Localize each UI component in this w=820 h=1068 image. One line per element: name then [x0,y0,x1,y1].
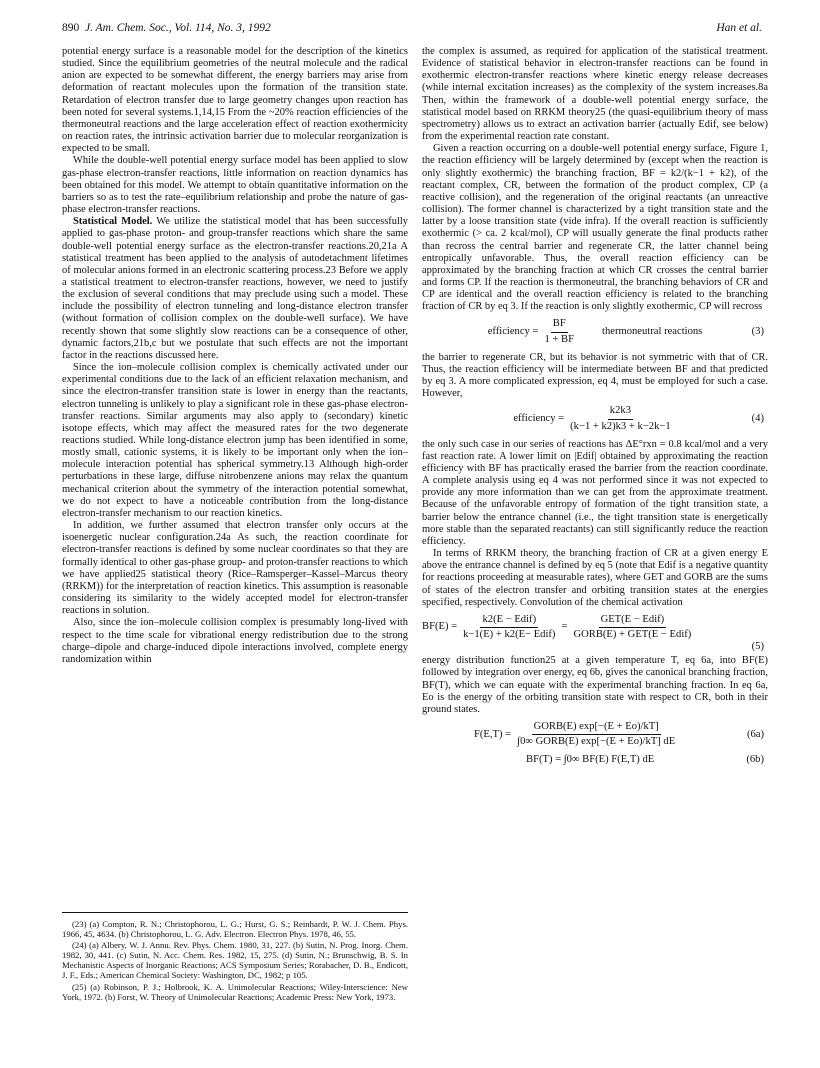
left-column [62,46,408,666]
paragraph: the only such case in our series of reactions has ΔE°rxn = 0.8 kcal/mol and a very fast reaction rate. A lower limit on |Edif| obtained by approximating the reaction efficiency with BF has practically erased the barrier from the reaction coordinate. A complete analysis using eq 4 was not performed since it was not expected to provide any more information than we can get from the approximate treatment. Because of the unfavorable entropy of formation of the tight transition state, a barrier below the entrance channel (i.e., the tight transition state is energetically more stable than the separated reactants) can still significantly reduce the reaction efficiency. [422,438,768,547]
eq4-label: (4) [751,412,764,424]
equation-6a [422,721,768,748]
paragraph: the complex is assumed, as required for application of the statistical treatment. Evidence of statistical behavior in electron-transfer reactions can be found in exothermic electron-transfer reactions where kinetic energy release decreases (while internal excitation increases) as the complexity of the system increases.8a Then, within the framework of a double-well potential energy surface, the statistical model based on RRKM theory25 (the quasi-equilibrium theory of mass spectrometry) allows us to extract an activation barrier (actually Edif, see below) from the experimental reaction rate constant. [422,46,768,143]
reference-24: (24) (a) Albery, W. J. Annu. Rev. Phys. Chem. 1980, 31, 227. (b) Sutin, N. Prog. Inorg. Chem. 1982, 30, 441. (c) Sutin, N. Acc. Chem. Res. 1982, 15, 275. (d) Sutin, N.; Brunschwig, B. S. In Mechanistic Aspects of Inorganic Reactions; ACS Symposium Series; Rorabacher, D. B., Endicott, J. F., Eds.; American Chemical Society: Washington, DC, 1982; p 105. [62,940,408,981]
eq5-denominator-2: GORB(E) + GET(E − Edif) [573,629,692,641]
eq3-fraction [542,318,576,345]
eq5-lhs: BF(E) = [422,621,458,633]
paragraph-statistical-model [62,216,408,362]
running-header [62,22,762,38]
paragraph: In terms of RRKM theory, the branching fraction of CR at a given energy E above the entrance channel is defined by eq 5 (note that Edif is a negative quantity for reactions proceeding at measurable rates), where GET and GORB are the sums of states of the electron transfer and orbiting transition states at the energies specified, respectively. Convolution of the chemical activation [422,548,768,608]
eq5-denominator-1: k−1(E) + k2(E− Edif) [463,629,556,641]
equation-3 [422,318,768,345]
eq6b-label: (6b) [746,754,764,766]
eq6b-expression: BF(T) = ∫0∞ BF(E) F(E,T) dE [526,754,655,766]
paragraph-text: We utilize the statistical model that has been successfully applied to gas-phase proton- and group-transfer reactions which share the same double-well potential energy surface as the electron-transfer reactions.20,21a A statistical treatment has been applied to the analysis of autodetachment lifetimes of molecular anions formed in an electronic scattering process.23 Before we apply a statistical treatment to electron-transfer reactions, however, we need to justify the exclusion of several conditions that may preclude using such a model. These include the possibility of electron tunneling and long-distance electron transfer (without formation of collision complex on the double-well surface). We have recently shown that some slightly slow reactions can be a consequence of other, dynamic factors,21b,c but we postulate that such effects are not the important factor in the reactions discussed here. [62,216,408,361]
eq3-lhs: efficiency = [487,326,539,338]
eq5-fraction-2 [571,614,693,641]
eq3-label: (3) [751,326,764,338]
reference-23: (23) (a) Compton, R. N.; Christophorou, L. G.; Hurst, G. S.; Reinhardt, P. W. J. Chem. Phys. 1966, 45, 4634. (b) Christophorou, L. G. Adv. Electron. Electron Phys. 1978, 46, 55. [62,919,408,940]
eq6a-label: (6a) [746,728,764,740]
eq6a-fraction [515,721,677,748]
eq5-equals: = [561,621,568,633]
paragraph: energy distribution function25 at a given temperature T, eq 6a, into BF(E) followed by integration over energy, eq 6b, gives the canonical branching fraction, BF(T), which we can equate with the experimental branching fraction. In eq 6a, Eo is the energy of the orbiting transition state with respect to CR, both in their ground states. [422,655,768,715]
paragraph: Since the ion–molecule collision complex is chemically activated under our experimental conditions due to the lack of an efficient relaxation mechanism, and since the electron-transfer transition state is lower in energy than the reactants, electron tunneling is unlikely to play a significant role in these gas-phase electron-transfer reactions. Similar arguments may also apply to (secondary) kinetic isotope effects, which may affect the measured rates for the two degenerate reactions studied. While long-distance electron jump has been identified in some, mostly small, cationic systems, it is likely to be important only when the ion–molecule interaction potential has spherical symmetry.13 Although high-order perturbations in these large, diffuse nitrobenzene anions may relax the quantum mechanical criterion about the symmetry of the interaction potential somewhat, we do not expect to have a noticeable contribution from the long-distance electron-transfer mechanism to our reaction kinetics. [62,362,408,519]
running-author: Han et al. [716,22,762,34]
eq5-numerator-1: k2(E − Edif) [480,614,538,628]
equation-4 [422,405,768,432]
reference-25: (25) (a) Robinson, P. J.; Holbrook, K. A. Unimolecular Reactions; Wiley-Interscience: New York, 1972. (b) Forst, W. Theory of Unimolecular Reactions; Academic Press: New York, 1973. [62,981,408,1002]
right-column [422,46,768,772]
eq6a-lhs: F(E,T) = [474,728,512,740]
eq5-numerator-2: GET(E − Edif) [599,614,667,628]
eq4-lhs: efficiency = [513,412,565,424]
equation-5 [422,613,768,653]
section-heading: Statistical Model. [73,216,153,228]
eq4-fraction [568,405,673,432]
eq5-label: (5) [751,641,764,653]
eq3-numerator: BF [551,318,568,332]
eq3-denominator: 1 + BF [544,333,574,345]
paragraph: Also, since the ion–molecule collision complex is presumably long-lived with respect to the time scale for vibrational energy redistribution due to the strong charge–dipole and charge-induced dipole interactions involved, complete energy randomization within [62,617,408,665]
eq3-note: thermoneutral reactions [602,326,703,338]
paragraph: Given a reaction occurring on a double-well potential energy surface, Figure 1, the reaction efficiency will be largely determined by (except when the reaction is only slightly exothermic) the branching fraction, BF = k2/(k−1 + k2), of the reactant complex, CR, between the formation of the product complex, CP (a reactive collision), and the regeneration of the original reactants (an unreactive collision). The former channel is characterized by a tight transition state and the latter by a loose transition state (vide infra). If the overall reaction is sufficiently exothermic (> ca. 2 kcal/mol), CP will usually generate the final products rather than recross the central barrier and regenerate CR, the latter channel being entropically unfavorable. Thus, the overall reaction efficiency can be approximated by the branching fraction at which CR crosses the central barrier and forms CP. If the reaction is thermoneutral, the branching behaviors of CR and CP are identical and the overall reaction efficiency is related to the branching fraction of CR by eq 3. If the reaction is only slightly exothermic, CP will recross [422,143,768,313]
eq4-numerator: k2k3 [608,405,633,419]
eq6a-numerator: GORB(E) exp[−(E + Eo)/kT] [532,721,661,735]
header-left [62,22,271,34]
page-number: 890 [62,22,80,34]
paragraph: the barrier to regenerate CR, but its behavior is not symmetric with that of CR. Thus, the reaction efficiency will be intermediate between BF and that predicted by eq 3. A more complicated expression, eq 4, must be employed for such a case. However, [422,351,768,400]
journal-citation: J. Am. Chem. Soc., Vol. 114, No. 3, 1992 [85,22,271,34]
equation-6b [422,754,768,766]
eq6a-denominator: ∫0∞ GORB(E) exp[−(E + Eo)/kT] dE [517,736,676,748]
footnotes [62,912,408,1003]
eq5-fraction-1 [461,614,557,641]
paragraph: In addition, we further assumed that electron transfer only occurs at the isoenergetic nuclear configuration.24a As such, the reaction coordinate for electron-transfer reactions is defined by some nuclear coordinates so that they are formally identical to other gas-phase group- and proton-transfer reactions to which we have applied25 statistical theory (Rice–Ramsperger–Kassel–Marcus theory (RRKM)) for the interpretation of reaction kinetics. This assumption is reasonable considering its similarity to the widely accepted model for electron-transfer reactions in solution. [62,520,408,617]
eq4-denominator: (k−1 + k2)k3 + k−2k−1 [570,420,671,432]
paragraph: While the double-well potential energy surface model has been applied to slow gas-phase electron-transfer reactions, little information on reaction dynamics has been obtained for this model. We attempt to obtain quantitative information on the barriers so as to test the rate–equilibrium relationship and probe the nature of gas-phase electron-transfer reactions. [62,155,408,216]
paragraph: potential energy surface is a reasonable model for the description of the kinetics studied. Since the equilibrium geometries of the neutral molecule and the radical anion are expected to be somewhat different, the energy barriers may arise from deformation of reactant molecules upon the formation of the transition state. Retardation of electron transfer due to large geometry changes upon reaction has been noted for several systems.1,14,15 From the ~20% reaction efficiencies of the thermoneutral reactions and the large acceleration effect of reaction exothermicity on reaction rates, the intrinsic activation barrier due to molecular reorganization is expected to be small. [62,46,408,155]
